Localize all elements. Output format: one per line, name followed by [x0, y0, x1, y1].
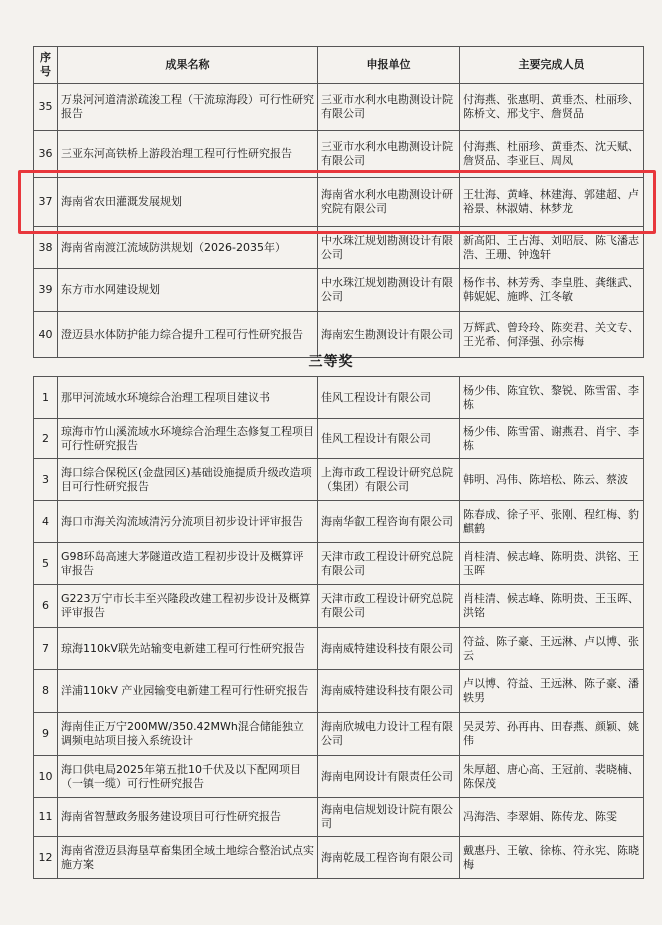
row-unit: 中水珠江规划勘测设计有限公司	[318, 227, 460, 269]
row-serial: 6	[34, 585, 58, 628]
table-row	[34, 798, 644, 837]
row-people: 卢以博、符益、王远淋、陈子豪、潘轶男	[460, 670, 644, 713]
row-serial: 40	[34, 312, 58, 358]
row-serial: 1	[34, 377, 58, 419]
row-name: G223万宁市长丰至兴隆段改建工程初步设计及概算评审报告	[58, 585, 318, 628]
row-serial: 2	[34, 419, 58, 459]
table-row	[34, 84, 644, 131]
row-unit: 海南威特建设科技有限公司	[318, 670, 460, 713]
row-people: 付海燕、杜丽珍、黄垂杰、沈天赋、詹贤品、李亚巨、周凤	[460, 131, 644, 178]
row-serial: 38	[34, 227, 58, 269]
row-serial: 8	[34, 670, 58, 713]
row-unit: 佳风工程设计有限公司	[318, 377, 460, 419]
row-unit: 海南欣城电力设计工程有限公司	[318, 713, 460, 756]
row-serial: 10	[34, 756, 58, 798]
table-row	[34, 227, 644, 269]
row-name: 洋浦110kV 产业园输变电新建工程可行性研究报告	[58, 670, 318, 713]
header-unit: 申报单位	[318, 47, 460, 84]
row-name: 海南省南渡江流域防洪规划（2026-2035年）	[58, 227, 318, 269]
row-name: 海口综合保税区(金盘园区)基础设施提质升级改造项目可行性研究报告	[58, 459, 318, 501]
row-people: 吴灵芳、孙再冉、田春燕、颜颖、姚伟	[460, 713, 644, 756]
row-people: 杨作书、林芳秀、李皇胜、龚继武、韩妮妮、施晔、江冬敏	[460, 269, 644, 312]
row-unit: 海南电网设计有限责任公司	[318, 756, 460, 798]
award-table-second-tier	[33, 46, 644, 358]
row-name: 三亚东河高铁桥上游段治理工程可行性研究报告	[58, 131, 318, 178]
row-serial: 35	[34, 84, 58, 131]
row-serial: 36	[34, 131, 58, 178]
table-row	[34, 269, 644, 312]
table-row	[34, 628, 644, 670]
row-name: 东方市水网建设规划	[58, 269, 318, 312]
row-people: 付海燕、张惠明、黄垂杰、杜丽珍、陈桥文、邢戈宇、詹贤品	[460, 84, 644, 131]
row-name: 海南省澄迈县海垦草畜集团全域土地综合整治试点实施方案	[58, 837, 318, 879]
row-unit: 海南省水利水电勘测设计研究院有限公司	[318, 178, 460, 227]
table-row	[34, 419, 644, 459]
row-serial: 5	[34, 543, 58, 585]
award-table-third-prize	[33, 376, 644, 879]
row-unit: 上海市政工程设计研究总院（集团）有限公司	[318, 459, 460, 501]
header-people: 主要完成人员	[460, 47, 644, 84]
row-people: 万辉武、曾玲玲、陈奕君、关文专、王光希、何泽强、孙宗梅	[460, 312, 644, 358]
table-row	[34, 178, 644, 227]
table-row	[34, 377, 644, 419]
row-name: 那甲河流域水环境综合治理工程项目建议书	[58, 377, 318, 419]
row-serial: 37	[34, 178, 58, 227]
row-serial: 12	[34, 837, 58, 879]
table-row	[34, 459, 644, 501]
row-people: 冯海浩、李翠娟、陈传龙、陈雯	[460, 798, 644, 837]
row-unit: 海南乾晟工程咨询有限公司	[318, 837, 460, 879]
table-row	[34, 501, 644, 543]
header-serial: 序号	[34, 47, 58, 84]
row-serial: 3	[34, 459, 58, 501]
row-name: 琼海市竹山溪流域水环境综合治理生态修复工程项目可行性研究报告	[58, 419, 318, 459]
row-serial: 4	[34, 501, 58, 543]
row-people: 韩明、冯伟、陈培松、陈云、蔡波	[460, 459, 644, 501]
row-name: 海口市海关沟流域清污分流项目初步设计评审报告	[58, 501, 318, 543]
row-name: 万泉河河道清淤疏浚工程（干流琼海段）可行性研究报告	[58, 84, 318, 131]
row-name: 海南佳正万宁200MW/350.42MWh混合储能独立调频电站项目接入系统设计	[58, 713, 318, 756]
row-unit: 中水珠江规划勘测设计有限公司	[318, 269, 460, 312]
table-row	[34, 837, 644, 879]
row-people: 戴惠丹、王敏、徐栋、符永宪、陈晓梅	[460, 837, 644, 879]
table-row	[34, 713, 644, 756]
header-name: 成果名称	[58, 47, 318, 84]
table-row	[34, 131, 644, 178]
row-people: 朱厚超、唐心高、王冠前、裴晓楠、陈保茂	[460, 756, 644, 798]
table-header-row	[34, 47, 644, 84]
table-row	[34, 670, 644, 713]
row-unit: 佳风工程设计有限公司	[318, 419, 460, 459]
row-name: 澄迈县水体防护能力综合提升工程可行性研究报告	[58, 312, 318, 358]
row-people: 王壮海、黄峰、林建海、郭建超、卢裕景、林淑婧、林梦龙	[460, 178, 644, 227]
row-people: 符益、陈子豪、王远淋、卢以博、张云	[460, 628, 644, 670]
table-row	[34, 585, 644, 628]
row-unit: 三亚市水利水电勘测设计院有限公司	[318, 84, 460, 131]
row-people: 陈春成、徐子平、张刚、程红梅、豹麒鹤	[460, 501, 644, 543]
row-unit: 海南宏生勘测设计有限公司	[318, 312, 460, 358]
row-people: 新高阳、王占海、刘昭辰、陈飞潘志浩、王珊、钟逸轩	[460, 227, 644, 269]
row-unit: 海南威特建设科技有限公司	[318, 628, 460, 670]
table-row	[34, 756, 644, 798]
section-title-third-prize: 三等奖	[308, 354, 354, 370]
row-unit: 三亚市水利水电勘测设计院有限公司	[318, 131, 460, 178]
row-serial: 39	[34, 269, 58, 312]
row-unit: 海南电信规划设计院有限公司	[318, 798, 460, 837]
row-name: 琼海110kV联先站输变电新建工程可行性研究报告	[58, 628, 318, 670]
row-unit: 海南华叡工程咨询有限公司	[318, 501, 460, 543]
row-name: 海南省智慧政务服务建设项目可行性研究报告	[58, 798, 318, 837]
row-name: 海口供电局2025年第五批10千伏及以下配网项目（一镇一缆）可行性研究报告	[58, 756, 318, 798]
row-people: 杨少伟、陈宜钦、黎锐、陈雪雷、李栋	[460, 377, 644, 419]
row-people: 杨少伟、陈雪雷、谢燕君、肖宇、李栋	[460, 419, 644, 459]
row-serial: 11	[34, 798, 58, 837]
row-name: 海南省农田灌溉发展规划	[58, 178, 318, 227]
row-serial: 7	[34, 628, 58, 670]
row-people: 肖桂清、候志峰、陈明贵、洪铭、王玉晖	[460, 543, 644, 585]
row-name: G98环岛高速大茅隧道改造工程初步设计及概算评审报告	[58, 543, 318, 585]
table-row	[34, 543, 644, 585]
row-unit: 天津市政工程设计研究总院有限公司	[318, 585, 460, 628]
row-people: 肖桂清、候志峰、陈明贵、王玉晖、洪铭	[460, 585, 644, 628]
row-unit: 天津市政工程设计研究总院有限公司	[318, 543, 460, 585]
row-serial: 9	[34, 713, 58, 756]
